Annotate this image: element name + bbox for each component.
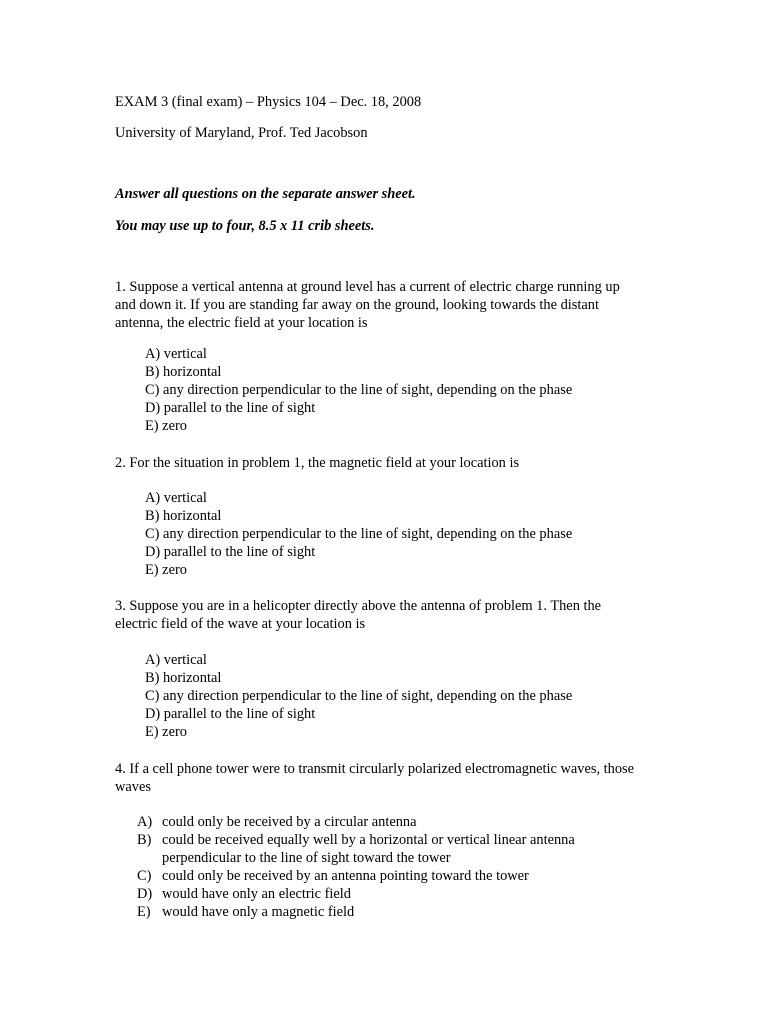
question-1-stem-line: 1. Suppose a vertical antenna at ground level has a current of electric charge running up [115,279,620,295]
question-3-stem-line: electric field of the wave at your location is [115,616,366,632]
exam-title: EXAM 3 (final exam) – Physics 104 – Dec. 18, 2008 [115,94,422,110]
option-text: could be received equally well by a horizontal or vertical linear antenna [162,832,575,848]
question-3-option-c[interactable]: C) any direction perpendicular to the line of sight, depending on the phase [145,688,573,704]
exam-affiliation: University of Maryland, Prof. Ted Jacobson [115,125,368,141]
question-2-options [145,489,745,579]
question-1-stem [115,278,715,332]
question-2-option-c[interactable]: C) any direction perpendicular to the line of sight, depending on the phase [145,526,573,542]
question-3-option-b[interactable]: B) horizontal [145,670,222,686]
question-3-option-a[interactable]: A) vertical [145,652,207,668]
question-2-option-b[interactable]: B) horizontal [145,508,222,524]
option-text: would have only an electric field [162,886,352,902]
question-2-option-e[interactable]: E) zero [145,562,187,578]
question-1-option-e[interactable]: E) zero [145,418,187,434]
question-1-stem-line: antenna, the electric field at your location is [115,315,368,331]
question-3-options [145,651,745,741]
question-1-options [145,345,745,435]
question-3-option-e[interactable]: E) zero [145,724,187,740]
option-letter: C) [137,868,152,884]
option-text: could only be received by a circular antenna [162,814,417,830]
question-1-option-b[interactable]: B) horizontal [145,364,222,380]
question-4-stem-line: waves [115,779,151,795]
question-1-stem-line: and down it. If you are standing far away on the ground, looking towards the distant [115,297,599,313]
question-4-stem-line: 4. If a cell phone tower were to transmit circularly polarized electromagnetic waves, those [115,761,635,777]
option-text-continued: perpendicular to the line of sight toward the tower [162,850,451,866]
question-2-stem-line: 2. For the situation in problem 1, the magnetic field at your location is [115,455,520,471]
option-letter: E) [137,904,151,920]
option-text: could only be received by an antenna pointing toward the tower [162,868,529,884]
question-1-option-c[interactable]: C) any direction perpendicular to the line of sight, depending on the phase [145,382,573,398]
question-3-stem [115,597,715,633]
question-2-stem [115,454,715,472]
question-2-option-a[interactable]: A) vertical [145,490,207,506]
question-2-option-d[interactable]: D) parallel to the line of sight [145,544,316,560]
instruction-answer-sheet: Answer all questions on the separate answer sheet. [115,186,416,202]
option-letter: B) [137,832,152,848]
option-letter: D) [137,886,153,902]
instruction-crib-sheets: You may use up to four, 8.5 x 11 crib sheets. [115,218,375,234]
question-3-option-d[interactable]: D) parallel to the line of sight [145,706,316,722]
option-text: would have only a magnetic field [162,904,355,920]
question-1-option-d[interactable]: D) parallel to the line of sight [145,400,316,416]
question-4-stem [115,760,715,796]
question-1-option-a[interactable]: A) vertical [145,346,207,362]
question-3-stem-line: 3. Suppose you are in a helicopter directly above the antenna of problem 1. Then the [115,598,602,614]
option-letter: A) [137,814,153,830]
question-4-options [137,813,697,923]
